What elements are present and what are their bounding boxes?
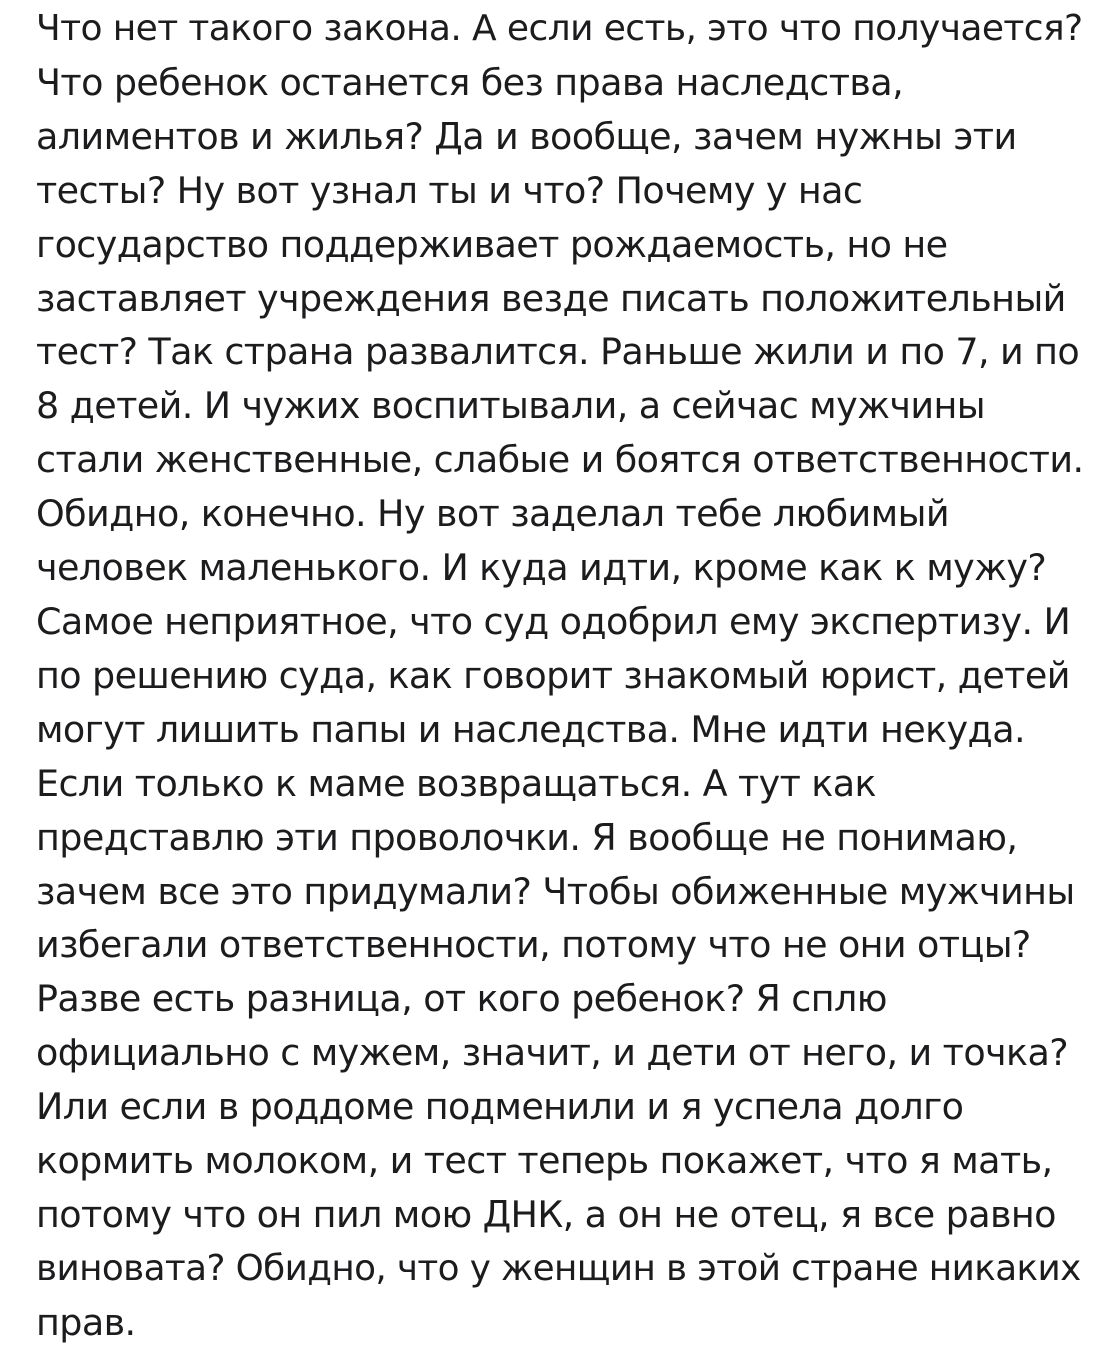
text-line: алиментов и жилья? Да и вообще, зачем нужны эти [36,114,1017,158]
text-line: виновата? Обидно, что у женщин в этой стране никаких [36,1247,1081,1289]
text-line: Или если в роддоме подменили и я успела долго [36,1085,964,1129]
text-line: потому что он пил мою ДНК, а он не отец, я все равно [36,1192,1056,1236]
text-line: официально с мужем, значит, и дети от него, и точка? [36,1031,1069,1075]
post-text [36,2,1084,1350]
text-line: тест? Так страна развалится. Раньше жили и по 7, и по [36,330,1080,374]
text-line: кормить молоком, и тест теперь покажет, что я мать, [36,1139,1053,1183]
text-line: избегали ответственности, потому что не они отцы? [36,923,1031,967]
text-line: Что нет такого закона. А если есть, это что получается? [36,8,1083,49]
text-line: Разве есть разница, от кого ребенок? Я сплю [36,977,887,1021]
text-line: Что ребенок останется без права наследства, [36,60,904,104]
text-line: Самое неприятное, что суд одобрил ему экспертизу. И [36,599,1071,643]
text-line: 8 детей. И чужих воспитывали, а сейчас мужчины [36,384,985,428]
text-line: по решению суда, как говорит знакомый юрист, детей [36,653,1070,697]
text-line: заставляет учреждения везде писать положительный [36,276,1066,320]
text-line: государство поддерживает рождаемость, но не [36,222,948,266]
text-line: Обидно, конечно. Ну вот заделал тебе любимый [36,492,949,536]
text-line: зачем все это придумали? Чтобы обиженные мужчины [36,869,1075,913]
text-line: стали женственные, слабые и боятся ответственности. [36,438,1084,482]
text-line: Если только к маме возвращаться. А тут как [36,761,876,805]
text-line: представлю эти проволочки. Я вообще не понимаю, [36,815,1018,859]
text-line: прав. [36,1300,136,1344]
text-line: человек маленького. И куда идти, кроме как к мужу? [36,546,1047,590]
text-line: тесты? Ну вот узнал ты и что? Почему у нас [36,168,863,212]
text-line: могут лишить папы и наследства. Мне идти некуда. [36,707,1025,751]
